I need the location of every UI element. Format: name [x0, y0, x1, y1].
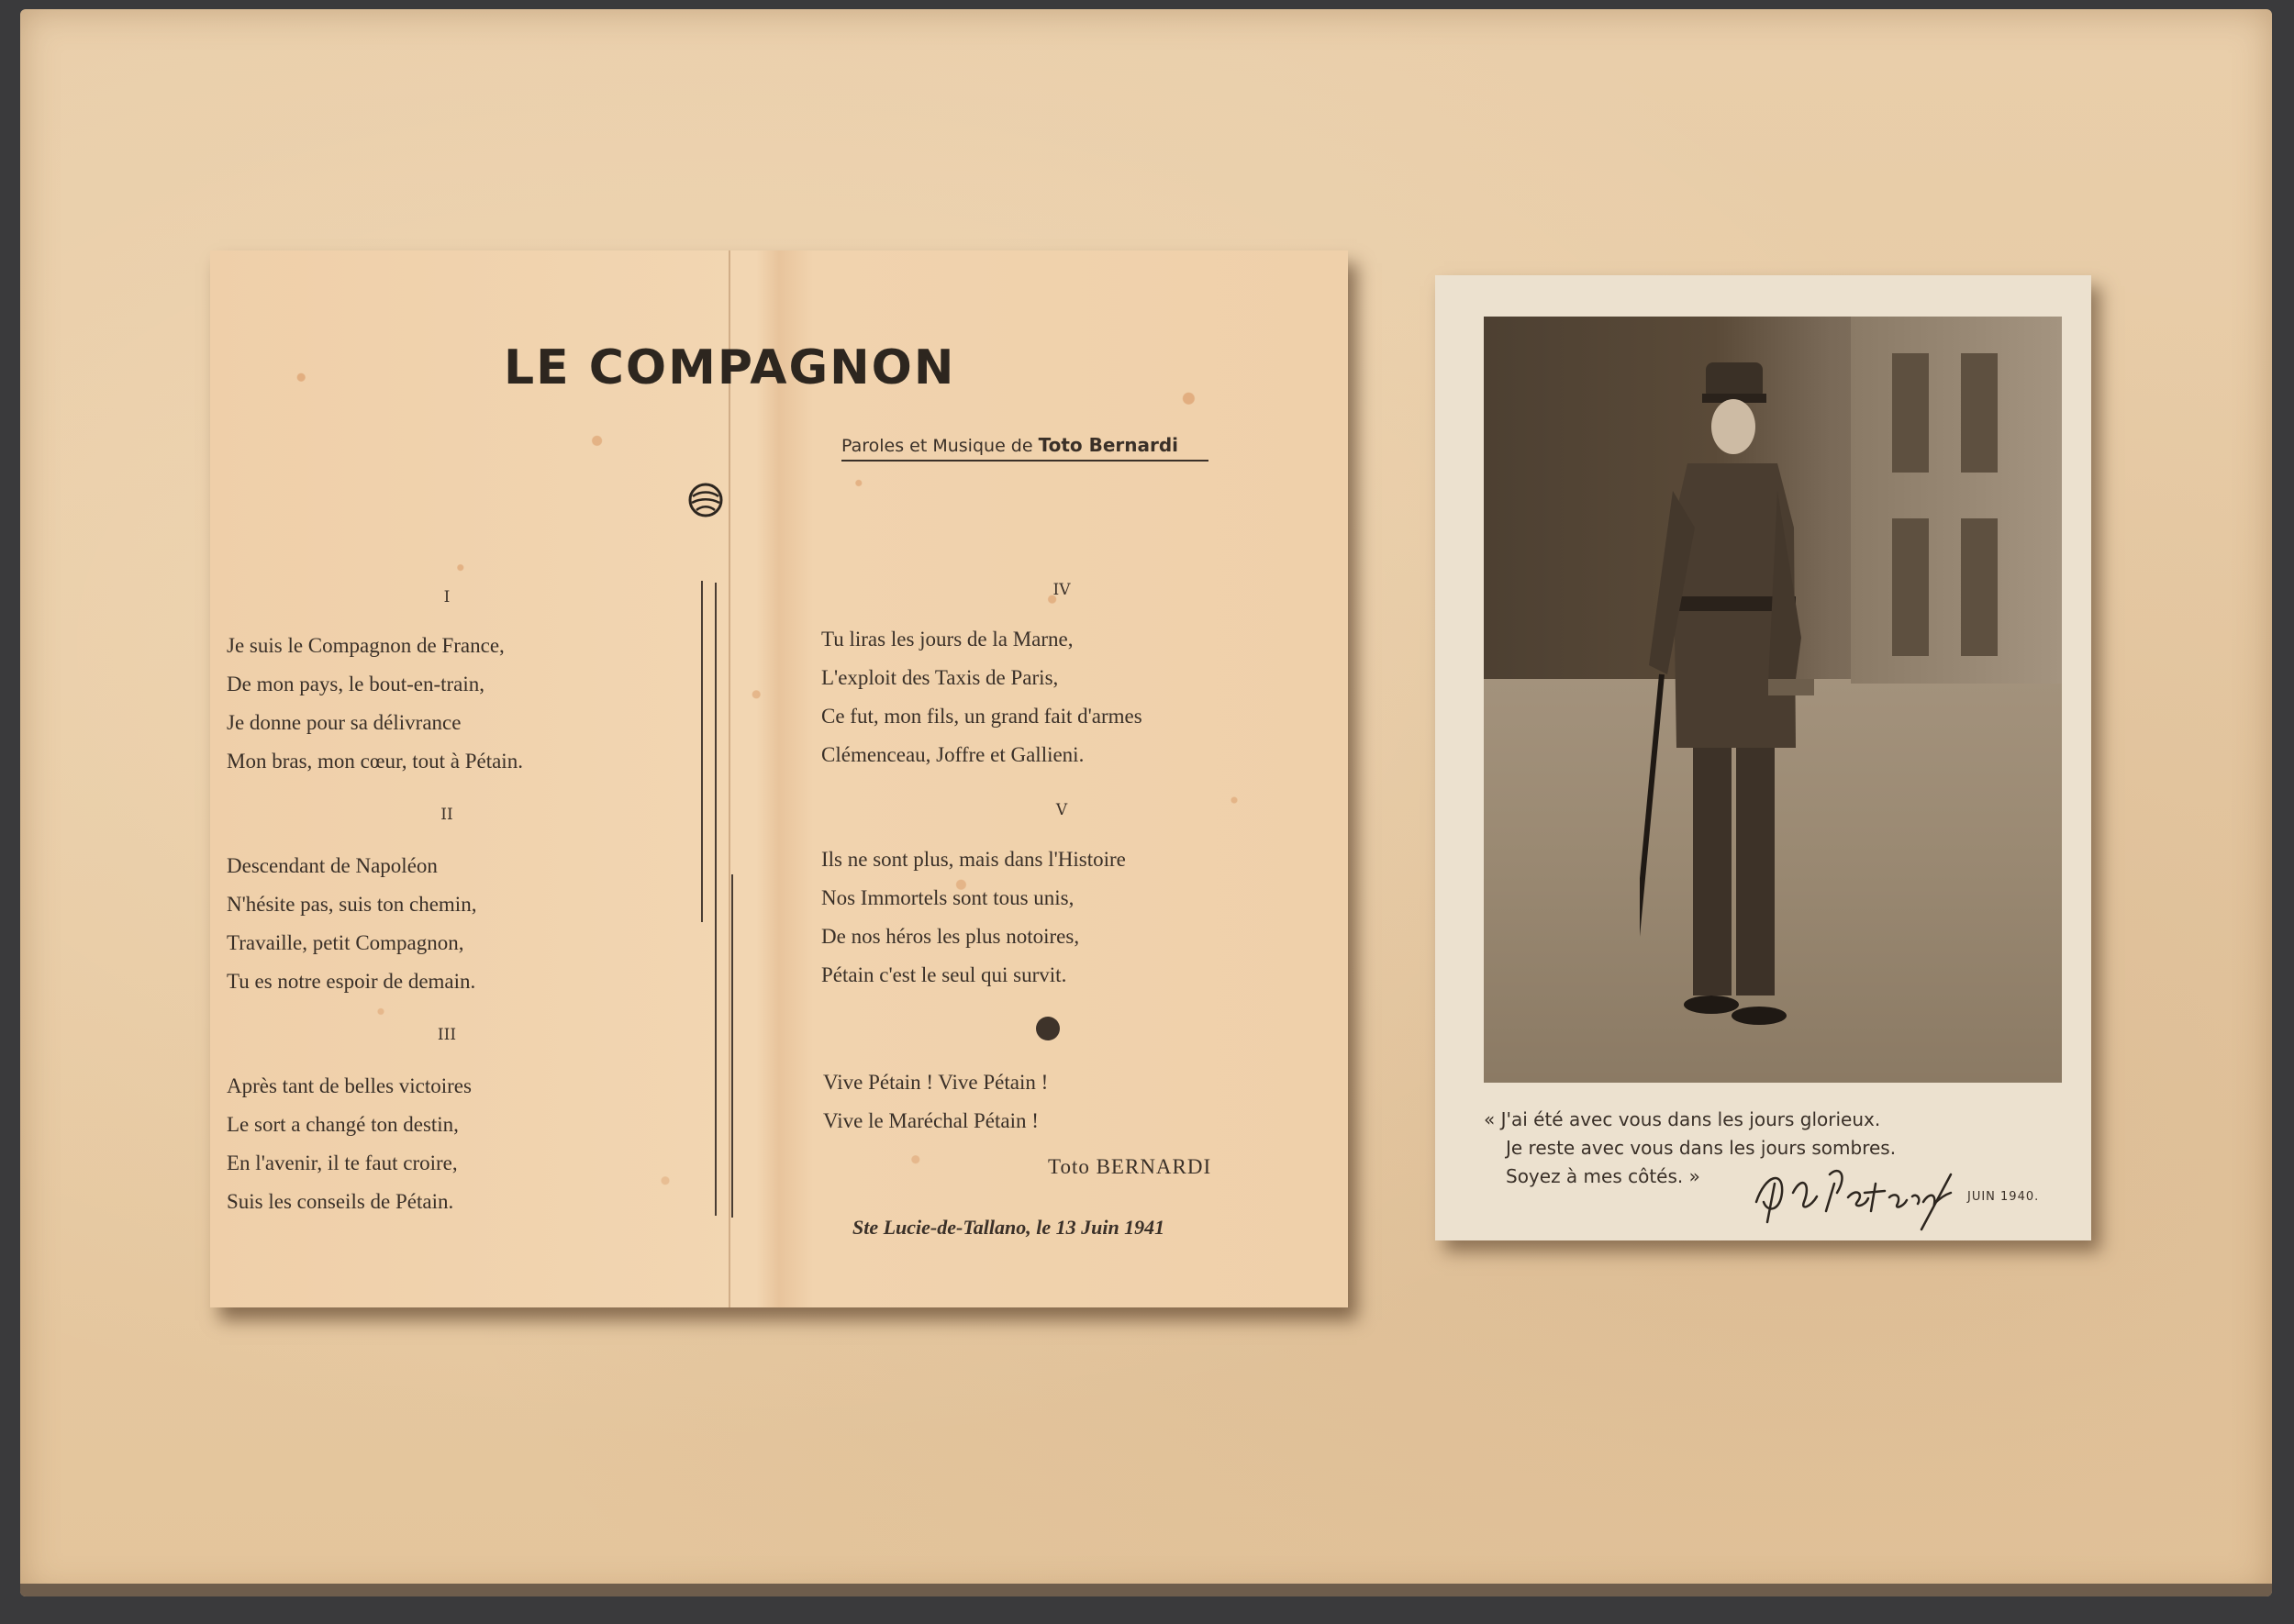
postcard-date: JUIN 1940.	[1967, 1190, 2040, 1204]
verse-line: Descendant de Napoléon	[227, 854, 438, 877]
mounting-board	[20, 9, 2272, 1596]
song-title: LE COMPAGNON	[504, 340, 956, 395]
verse-line: Mon bras, mon cœur, tout à Pétain.	[227, 750, 523, 773]
marshal-figure	[1640, 362, 1823, 1032]
verse-line: L'exploit des Taxis de Paris,	[821, 666, 1059, 689]
song-byline	[841, 434, 1208, 462]
verse-line: N'hésite pas, suis ton chemin,	[227, 893, 477, 916]
verse-line: Le sort a changé ton destin,	[227, 1113, 459, 1136]
refrain-line: Vive Pétain ! Vive Pétain !	[823, 1071, 1049, 1094]
verse-line: Suis les conseils de Pétain.	[227, 1190, 454, 1213]
stanza-verse	[821, 840, 1126, 995]
dot-emblem-icon	[1036, 1017, 1060, 1040]
song-signature: Toto BERNARDI	[1048, 1155, 1212, 1178]
verse-line: Je donne pour sa délivrance	[227, 711, 462, 734]
portrait-postcard	[1435, 275, 2091, 1240]
verse-line: Je suis le Compagnon de France,	[227, 634, 505, 657]
stanza-verse	[227, 847, 476, 1001]
column-rule	[731, 874, 733, 1218]
verse-line: Tu es notre espoir de demain.	[227, 970, 476, 993]
verse-line: En l'avenir, il te faut croire,	[227, 1151, 458, 1174]
verse-line: Tu liras les jours de la Marne,	[821, 628, 1074, 651]
verse-line: Ce fut, mon fils, un grand fait d'armes	[821, 705, 1142, 728]
sheet-fold	[729, 250, 730, 1307]
caption-line: Soyez à mes côtés. »	[1506, 1165, 1700, 1187]
stanza-number: III	[437, 1026, 457, 1044]
photo-building	[1851, 317, 2062, 684]
stanza-number: V	[1055, 801, 1068, 819]
refrain-line: Vive le Maréchal Pétain !	[823, 1109, 1039, 1132]
byline-prefix: Paroles et Musique de	[841, 436, 1033, 456]
caption-line: Je reste avec vous dans les jours sombres.	[1506, 1137, 1897, 1159]
stanza-verse	[227, 1067, 472, 1221]
caption-line: « J'ai été avec vous dans les jours glorieux.	[1484, 1108, 1881, 1130]
stanza-number: II	[440, 806, 453, 824]
verse-line: Travaille, petit Compagnon,	[227, 931, 464, 954]
stanza-number: IV	[1052, 581, 1071, 599]
song-sheet	[210, 250, 1348, 1307]
verse-line: Nos Immortels sont tous unis,	[821, 886, 1075, 909]
verse-line: Ils ne sont plus, mais dans l'Histoire	[821, 848, 1126, 871]
place-date: Ste Lucie-de-Tallano, le 13 Juin 1941	[852, 1216, 1165, 1239]
verse-line: De mon pays, le bout-en-train,	[227, 673, 485, 695]
handwritten-signature	[1747, 1156, 1967, 1234]
verse-line: Pétain c'est le seul qui survit.	[821, 963, 1067, 986]
column-rule	[715, 583, 717, 1216]
column-rule	[701, 581, 703, 922]
refrain	[823, 1063, 1048, 1140]
byline-author: Toto Bernardi	[1038, 434, 1179, 456]
verse-line: Après tant de belles victoires	[227, 1074, 472, 1097]
verse-line: De nos héros les plus notoires,	[821, 925, 1080, 948]
ball-emblem-icon	[687, 482, 724, 518]
portrait-photo	[1484, 317, 2062, 1083]
verse-line: Clémenceau, Joffre et Gallieni.	[821, 743, 1085, 766]
stanza-verse	[821, 620, 1142, 774]
stanza-number: I	[443, 588, 451, 606]
stanza-verse	[227, 627, 523, 781]
